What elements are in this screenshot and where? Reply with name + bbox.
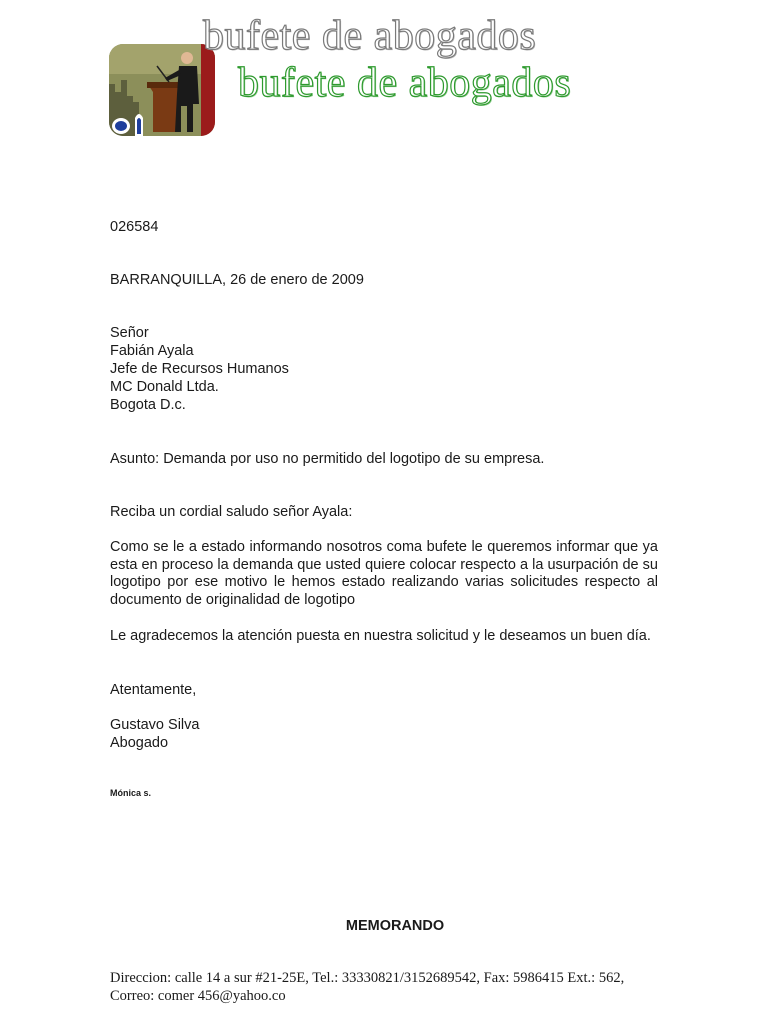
memo-title: MEMORANDO (345, 918, 445, 934)
lawyer-at-podium-icon (109, 44, 215, 136)
subject-line: Asunto: Demanda por uso no permitido del logotipo de su empresa. (110, 451, 545, 467)
greeting: Reciba un cordial saludo señor Ayala: (110, 504, 353, 520)
recipient-company: MC Donald Ltda. (110, 379, 219, 395)
logo-text-green: bufete de abogados (238, 60, 572, 106)
closing: Atentamente, (110, 682, 197, 698)
typist-initials: Mónica s. (110, 788, 152, 798)
reference-number: 026584 (110, 219, 159, 235)
logo-text-gray: bufete de abogados (203, 13, 537, 59)
body-paragraph-1: Como se le a estado informando nosotros coma bufete le queremos informar que ya esta en proceso la demanda que usted quiere colocar respecto a la usurpación de su logotipo por ese motivo le hemos estado realizando varias solicitudes respecto al documento de originalidad de logotipo (110, 539, 658, 608)
place-date: BARRANQUILLA, 26 de enero de 2009 (110, 272, 364, 288)
recipient-salutation: Señor (110, 325, 149, 341)
recipient-position: Jefe de Recursos Humanos (110, 361, 289, 377)
recipient-name: Fabián Ayala (110, 343, 194, 359)
signer-title: Abogado (110, 735, 169, 751)
recipient-city: Bogota D.c. (110, 397, 186, 413)
footer-address: Direccion: calle 14 a sur #21-25E, Tel.: 33330821/3152689542, Fax: 5986415 Ext.: 562, Correo: comer 456@yahoo.co (110, 970, 625, 1004)
signer-name: Gustavo Silva (110, 717, 200, 733)
body-paragraph-2: Le agradecemos la atención puesta en nuestra solicitud y le deseamos un buen día. (110, 628, 651, 644)
